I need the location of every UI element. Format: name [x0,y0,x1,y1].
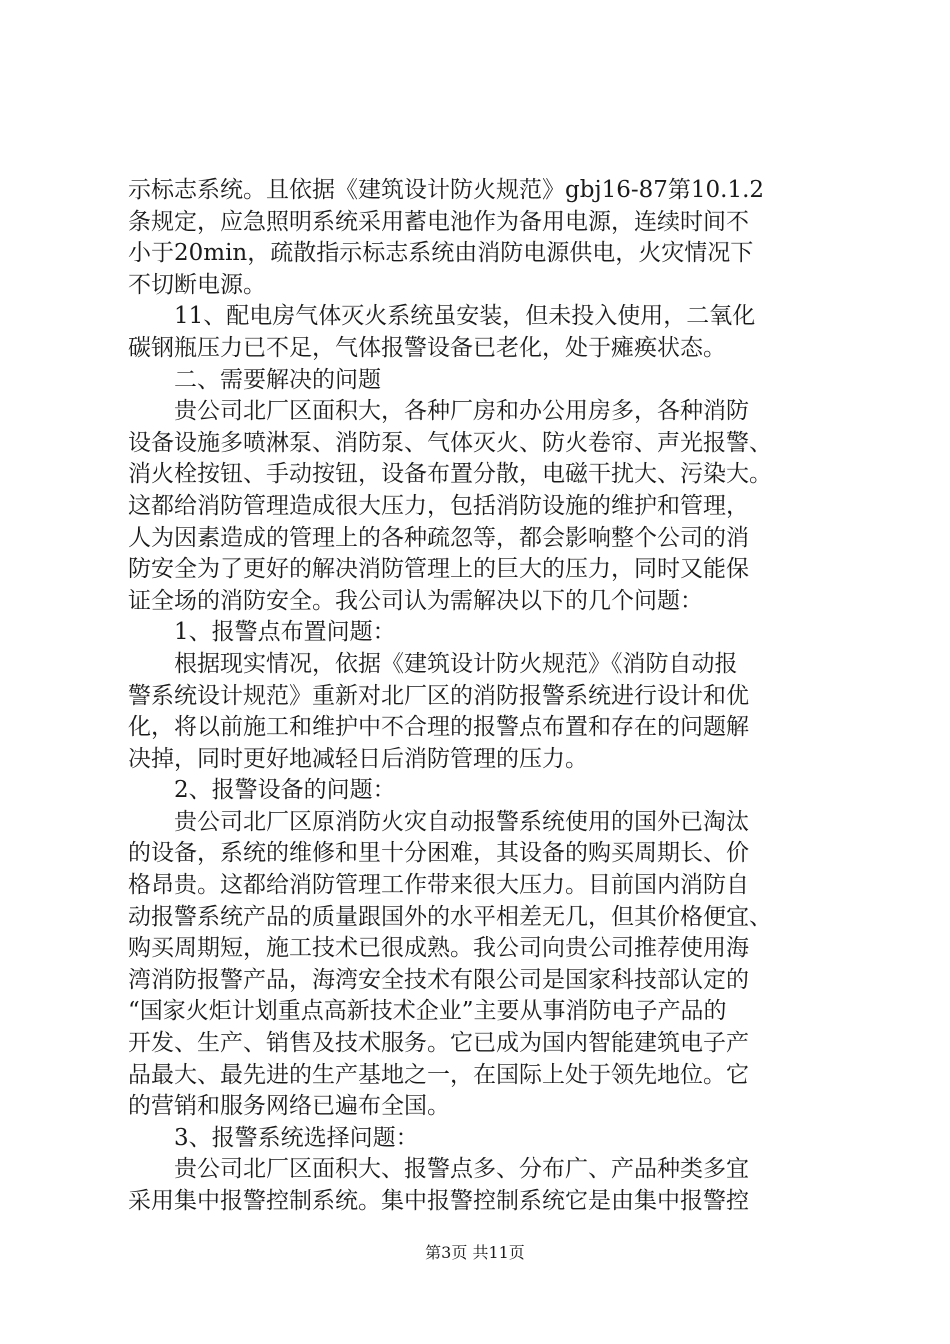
text-line: 小于20min，疏散指示标志系统由消防电源供电，火灾情况下 [128,240,754,267]
text-line: 贵公司北厂区面积大，各种厂房和办公用房多，各种消防 [174,398,749,425]
text-line: 决掉，同时更好地减轻日后消防管理的压力。 [128,745,588,772]
text-line: 条规定，应急照明系统采用蓄电池作为备用电源，连续时间不 [128,208,749,235]
text-line: 化，将以前施工和维护中不合理的报警点布置和存在的问题解 [128,714,749,741]
text-line: 根据现实情况，依据《建筑设计防火规范》《消防自动报 [174,650,738,677]
text-line: 设备设施多喷淋泵、消防泵、气体灭火、防火卷帘、声光报警、 [128,429,772,456]
text-line: 贵公司北厂区面积大、报警点多、分布广、产品种类多宜 [174,1156,749,1183]
text-line: 的营销和服务网络已遍布全国。 [128,1093,450,1120]
text-line: 碳钢瓶压力已不足，气体报警设备已老化，处于瘫痪状态。 [128,334,726,361]
text-line: 采用集中报警控制系统。集中报警控制系统它是由集中报警控 [128,1188,749,1214]
text-line: 人为因素造成的管理上的各种疏忽等，都会影响整个公司的消 [128,524,749,551]
text-line: 11、配电房气体灭火系统虽安装，但未投入使用，二氧化 [174,303,756,330]
text-line: 开发、生产、销售及技术服务。它已成为国内智能建筑电子产 [128,1030,749,1057]
text-line: 2、报警设备的问题： [174,777,396,804]
text-line: 的设备，系统的维修和里十分困难，其设备的购买周期长、价 [128,840,749,867]
text-line: 购买周期短，施工技术已很成熟。我公司向贵公司推荐使用海 [128,935,749,962]
text-line: “国家火炬计划重点高新技术企业”主要从事消防电子产品的 [128,998,727,1025]
text-line: 1、报警点布置问题： [174,619,396,646]
text-line: 品最大、最先进的生产基地之一，在国际上处于领先地位。它 [128,1061,749,1088]
text-line: 动报警系统产品的质量跟国外的水平相差无几，但其价格便宜、 [128,903,772,930]
text-line: 湾消防报警产品，海湾安全技术有限公司是国家科技部认定的 [128,966,749,993]
text-line: 这都给消防管理造成很大压力，包括消防设施的维护和管理， [128,492,749,519]
text-line: 证全场的消防安全。我公司认为需解决以下的几个问题： [128,587,703,614]
page-footer: 第3页 共11页 [425,1243,525,1262]
text-line: 警系统设计规范》重新对北厂区的消防报警系统进行设计和优 [128,682,749,709]
text-line: 防安全为了更好的解决消防管理上的巨大的压力，同时又能保 [128,556,749,583]
text-line: 3、报警系统选择问题： [174,1124,419,1151]
text-line: 二、需要解决的问题 [174,366,381,393]
text-line: 格昂贵。这都给消防管理工作带来很大压力。目前国内消防自 [128,872,749,899]
text-line: 示标志系统。且依据《建筑设计防火规范》gbj16-87第10.1.2 [128,177,765,203]
document-body [128,175,828,1218]
text-line: 不切断电源。 [128,271,266,298]
text-line: 消火栓按钮、手动按钮，设备布置分散，电磁干扰大、污染大。 [128,461,772,488]
text-line: 贵公司北厂区原消防火灾自动报警系统使用的国外已淘汰 [174,808,749,835]
